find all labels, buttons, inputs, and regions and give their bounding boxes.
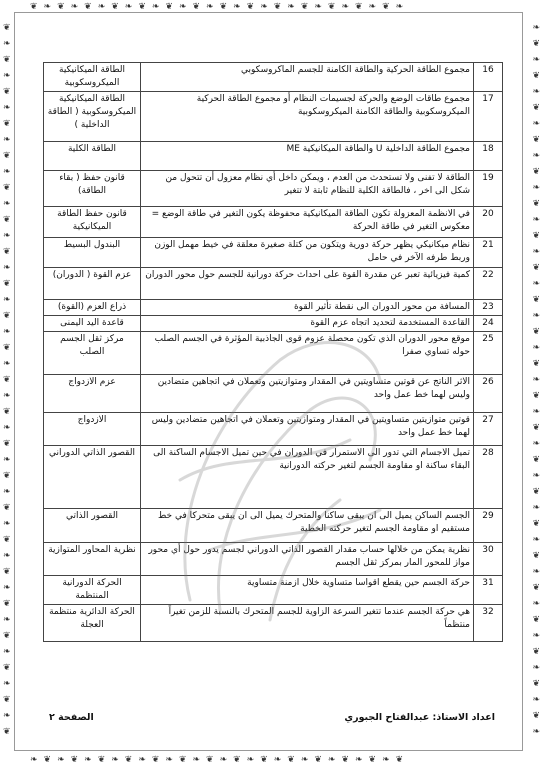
row-definition: الطاقة لا تفنى ولا تستحدث من العدم ، ويمكن داخل أي نظام معزول أن تتحول من شكل الى اخر ، فالطاقة الكلية للنظام ثابتة لا تتغير (141, 171, 474, 207)
row-number: 27 (474, 413, 503, 446)
row-definition: نظام ميكانيكي يظهر حركة دورية ويتكون من كتلة صغيرة معلقة في خيط مهمل الوزن وربط طرفه الآخر في حامل (141, 238, 474, 268)
row-definition: تميل الاجسام التي تدور الى الاستمرار في الدوران في حين تميل الاجسام الساكنة الى البقاء ساكنة او مقاومة الجسم لتغير حركته الدورانية (141, 446, 474, 509)
row-definition: قوتين متوازيتين متساويتين في المقدار ومتوازيتين وتعملان في اتجاهين متضادين وليس لهما خط عمل واحد (141, 413, 474, 446)
row-term: قاعدة اليد اليمنى (44, 316, 141, 332)
table-row (44, 207, 503, 238)
decorative-vine-border-top: ❦❧❦❧❦❧❦❧❦❧❦❧❦❧❦❧❦❧❦❧❦❧❦❧❦❧❦❧ (30, 2, 410, 12)
row-term: عزم القوة ( الدوران) (44, 268, 141, 300)
table-row (44, 268, 503, 300)
row-term: ذراع العزم (القوة) (44, 300, 141, 316)
row-definition: كمية فيزيائية تعبر عن مقدرة القوة على احداث حركة دورانية للجسم حول محور الدوران (141, 268, 474, 300)
row-term: الطاقة الميكانيكية الميكروسكوبية (44, 63, 141, 92)
table-row (44, 171, 503, 207)
row-term: الحركة الدائرية منتظمة العجلة (44, 605, 141, 642)
table-row (44, 446, 503, 509)
row-term: الطاقة الكلية (44, 142, 141, 171)
table-row (44, 92, 503, 142)
row-term: عزم الازدواج (44, 375, 141, 413)
definitions-table-body (44, 63, 503, 642)
row-term: القصور الذاتي (44, 509, 141, 543)
row-number: 26 (474, 375, 503, 413)
table-row (44, 63, 503, 92)
row-definition: هي حركة الجسم عندما تتغير السرعة الزاوية للجسم المتحرك بالنسبة للزمن تغيراً منتظماً (141, 605, 474, 642)
row-number: 30 (474, 543, 503, 576)
row-definition: مجموع طاقات الوضع والحركة لجسيمات النظام أو مجموع الطاقة الحركية الميكروسكوبية والطاقة الكامنة الميكروسكوبية (141, 92, 474, 142)
row-term: قانون حفظ الطاقة الميكانيكية (44, 207, 141, 238)
row-term: نظرية المحاور المتوازية (44, 543, 141, 576)
page-footer (43, 712, 501, 728)
table-row (44, 543, 503, 576)
row-number: 23 (474, 300, 503, 316)
row-definition: الاثر الناتج عن قوتين متساويتين في المقدار ومتوازيتين وتعملان في اتجاهين متضادين وليس لهما خط عمل واحد (141, 375, 474, 413)
decorative-vine-border-bottom: ❧❦❧❦❧❦❧❦❧❦❧❦❧❦❧❦❧❦❧❦❧❦❧❦❧❦❧❦ (30, 755, 410, 765)
row-definition: مجموع الطاقة الداخلية U والطاقة الميكانيكية ME (141, 142, 474, 171)
row-term: قانون حفظ ( بقاء الطاقة) (44, 171, 141, 207)
table-row (44, 238, 503, 268)
row-definition: القاعدة المستخدمة لتحديد اتجاه عزم القوة (141, 316, 474, 332)
decorative-vine-border-left: ❦ ❧ ❦ ❧ ❦ ❧ ❦ ❧ ❦ ❧ ❦ ❧ ❦ ❧ ❦ ❧ ❦ ❧ ❦ ❧ ❦ ❧ ❦ ❧ ❦ ❧ ❦ ❧ ❦ ❧ ❦ ❧ ❦ ❧ ❦ ❧ ❦ ❧ ❦ ❧ ❦ ❧ ❦ ❧ ❦ (3, 23, 11, 737)
row-number: 29 (474, 509, 503, 543)
row-number: 31 (474, 576, 503, 605)
author-credit: اعداد الاستاذ: عبدالفتاح الجبوري (344, 712, 495, 723)
row-term: الحركة الدورانية المنتظمة (44, 576, 141, 605)
row-number: 16 (474, 63, 503, 92)
row-definition: الجسم الساكن يميل الى ان يبقى ساكنا والمتحرك يميل الى ان يبقى متحركا في خط مستقيم او مقاومة الجسم لتغير حركته الخطية (141, 509, 474, 543)
row-definition: مجموع الطاقة الحركية والطاقة الكامنة للجسم الماكروسكوبي (141, 63, 474, 92)
row-number: 19 (474, 171, 503, 207)
table-row (44, 316, 503, 332)
row-definition: نظرية يمكن من خلالها حساب مقدار القصور الذاتي الدوراني لجسم يدور حول أي محور مواز للمحور المار بمركز ثقل الجسم (141, 543, 474, 576)
table-row (44, 332, 503, 375)
row-definition: المسافة من محور الدوران الى نقطة تأثير القوة (141, 300, 474, 316)
row-definition: في الانظمة المعزولة تكون الطاقة الميكانيكية محفوظة يكون التغير في طاقة الوضع = معكوس التغير في طاقة الحركة (141, 207, 474, 238)
table-row (44, 142, 503, 171)
row-number: 18 (474, 142, 503, 171)
row-number: 17 (474, 92, 503, 142)
row-number: 22 (474, 268, 503, 300)
row-term: القصور الذاتي الدوراني (44, 446, 141, 509)
row-number: 24 (474, 316, 503, 332)
table-row (44, 413, 503, 446)
row-number: 25 (474, 332, 503, 375)
row-term: البندول البسيط (44, 238, 141, 268)
table-row (44, 576, 503, 605)
table-row (44, 509, 503, 543)
table-row (44, 605, 503, 642)
row-number: 21 (474, 238, 503, 268)
page-number: الصفحة ٢ (49, 712, 94, 723)
row-number: 20 (474, 207, 503, 238)
row-term: الطاقة الميكانيكية الميكروسكوبية ( الطاقة الداخلية ) (44, 92, 141, 142)
definitions-table (43, 62, 503, 642)
row-term: الازدواج (44, 413, 141, 446)
row-number: 32 (474, 605, 503, 642)
table-row (44, 300, 503, 316)
table-row (44, 375, 503, 413)
row-number: 28 (474, 446, 503, 509)
row-definition: حركة الجسم حين يقطع اقواسا متساوية خلال ازمنة متساوية (141, 576, 474, 605)
row-definition: موقع محور الدوران الذي تكون محصلة عزوم قوى الجاذبية المؤثرة في الجسم الصلب حوله تساوي صفرا (141, 332, 474, 375)
decorative-vine-border-right: ❧ ❦ ❧ ❦ ❧ ❦ ❧ ❦ ❧ ❦ ❧ ❦ ❧ ❦ ❧ ❦ ❧ ❦ ❧ ❦ ❧ ❦ ❧ ❦ ❧ ❦ ❧ ❦ ❧ ❦ ❧ ❦ ❧ ❦ ❧ ❦ ❧ ❦ ❧ ❦ ❧ ❦ ❧ ❦ ❧ (532, 23, 540, 737)
row-term: مركز ثقل الجسم الصلب (44, 332, 141, 375)
